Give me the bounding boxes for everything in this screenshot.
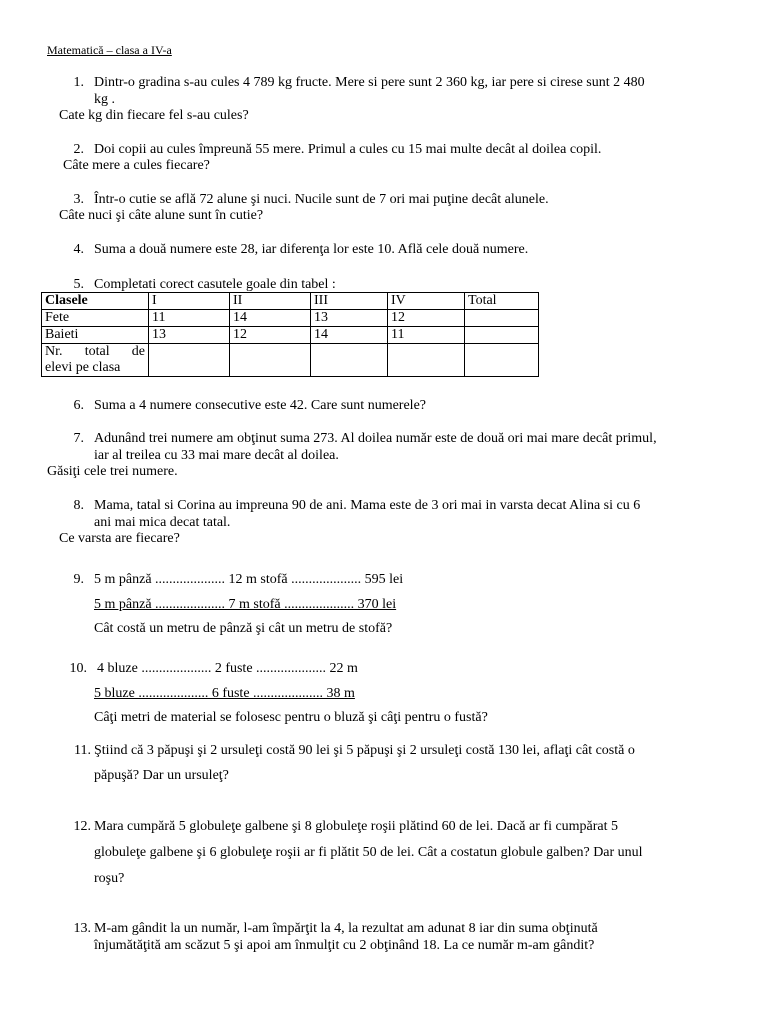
table-header-cell: II xyxy=(230,293,311,310)
problem-number: 9. xyxy=(73,572,84,587)
table-cell: 13 xyxy=(149,327,230,344)
table-cell: 14 xyxy=(311,327,388,344)
table-cell: 13 xyxy=(311,310,388,327)
table-cell: 11 xyxy=(388,327,465,344)
table-cell-empty xyxy=(311,344,388,377)
table-cell: 11 xyxy=(149,310,230,327)
problem-question: Găsiţi cele trei numere. xyxy=(47,464,178,479)
table-header-cell: Total xyxy=(465,293,539,310)
table-cell-total-label xyxy=(42,344,149,377)
problem-text: Completati corect casutele goale din tabel : xyxy=(94,277,336,292)
problem-question: Cate kg din fiecare fel s-au cules? xyxy=(59,108,249,123)
table-cell-empty xyxy=(465,344,539,377)
table-header-row xyxy=(42,293,539,310)
problem-text: roşu? xyxy=(94,871,125,886)
table-cell: 12 xyxy=(388,310,465,327)
table-header-cell: III xyxy=(311,293,388,310)
problem-number: 13. xyxy=(73,921,91,936)
table-row xyxy=(42,310,539,327)
problem-number: 12. xyxy=(73,819,91,834)
problem-text: 5 m pânză .................... 7 m stofă .................... 370 lei xyxy=(94,597,397,612)
problem-text: M-am gândit la un număr, l-am împărţit la 4, la rezultat am adunat 8 iar din suma obţinută xyxy=(94,921,598,936)
table-cell-empty xyxy=(388,344,465,377)
problem-number: 5. xyxy=(73,277,84,292)
problem-text: Adunând trei numere am obţinut suma 273. Al doilea număr este de două ori mai mare decât primul, xyxy=(94,431,657,446)
table-cell: Baieti xyxy=(42,327,149,344)
table-cell-empty xyxy=(465,310,539,327)
problem-text: Suma a două numere este 28, iar diferenţa lor este 10. Află cele două numere. xyxy=(94,242,529,257)
table-header-cell: Clasele xyxy=(42,293,149,310)
table-header-cell: IV xyxy=(388,293,465,310)
problem-text: kg . xyxy=(94,92,115,107)
total-label-line: Nr. total de xyxy=(45,344,145,359)
table-cell: Fete xyxy=(42,310,149,327)
table-row xyxy=(42,344,539,377)
problem-text: Doi copii au cules împreună 55 mere. Primul a cules cu 15 mai multe decât al doilea copil. xyxy=(94,142,602,157)
problem-question: Câte mere a cules fiecare? xyxy=(63,158,210,173)
table-row xyxy=(42,327,539,344)
problem-question: Ce varsta are fiecare? xyxy=(59,531,180,546)
problem-text: iar al treilea cu 33 mai mare decât al doilea. xyxy=(94,448,339,463)
problem-text: Dintr-o gradina s-au cules 4 789 kg fructe. Mere si pere sunt 2 360 kg, iar pere si cirese sunt 2 480 xyxy=(94,75,645,90)
problem-text: globuleţe galbene şi 6 globuleţe roşii ar fi plătit 50 de lei. Cât a costatun globule galben? Dar unul xyxy=(94,845,643,860)
table-header-cell: I xyxy=(149,293,230,310)
problem-number: 1. xyxy=(73,75,84,90)
problem-text: înjumătăţită am scăzut 5 şi apoi am înmulţit cu 2 obţinând 18. La ce număr m-am gândit? xyxy=(94,938,595,953)
problem-text: Mara cumpără 5 globuleţe galbene şi 8 globuleţe roşii plătind 60 de lei. Dacă ar fi cumpărat 5 xyxy=(94,819,619,834)
problem-text: ani mai mica decat tatal. xyxy=(94,515,231,530)
problem-text: Într-o cutie se află 72 alune şi nuci. Nucile sunt de 7 ori mai puţine decât alunele. xyxy=(94,192,549,207)
problem-question: Câţi metri de material se folosesc pentru o bluză şi câţi pentru o fustă? xyxy=(94,710,488,725)
problem-number: 6. xyxy=(73,398,84,413)
problem-number: 10. xyxy=(69,661,87,676)
problem-text: 5 bluze .................... 6 fuste .................... 38 m xyxy=(94,686,355,701)
problem-question: Câte nuci şi câte alune sunt în cutie? xyxy=(59,208,264,223)
problem-text: Mama, tatal si Corina au impreuna 90 de ani. Mama este de 3 ori mai in varsta decat Alina si cu 6 xyxy=(94,498,641,513)
problem-number: 7. xyxy=(73,431,84,446)
problem-number: 4. xyxy=(73,242,84,257)
problem-text: 5 m pânză .................... 12 m stofă .................... 595 lei xyxy=(94,572,404,587)
problem-number: 2. xyxy=(73,142,84,157)
table-cell-empty xyxy=(149,344,230,377)
table-cell-empty xyxy=(230,344,311,377)
page-header: Matematică – clasa a IV-a xyxy=(47,43,172,57)
problem-text: păpuşă? Dar un ursuleţ? xyxy=(94,768,229,783)
problem-text: 4 bluze .................... 2 fuste .................... 22 m xyxy=(97,661,358,676)
problem-question: Cât costă un metru de pânză şi cât un metru de stofă? xyxy=(94,621,393,636)
problem-text: Suma a 4 numere consecutive este 42. Care sunt numerele? xyxy=(94,398,426,413)
total-label-line: elevi pe clasa xyxy=(45,360,121,375)
problem-number: 3. xyxy=(73,192,84,207)
problem-number: 11. xyxy=(74,743,91,758)
problem-number: 8. xyxy=(73,498,84,513)
table-cell: 14 xyxy=(230,310,311,327)
problem-text: Ştiind că 3 păpuşi şi 2 ursuleţi costă 90 lei şi 5 păpuşi şi 2 ursuleţi costă 130 lei, aflaţi cât costă o xyxy=(94,743,635,758)
table-cell-empty xyxy=(465,327,539,344)
classes-table xyxy=(41,292,539,377)
table-cell: 12 xyxy=(230,327,311,344)
